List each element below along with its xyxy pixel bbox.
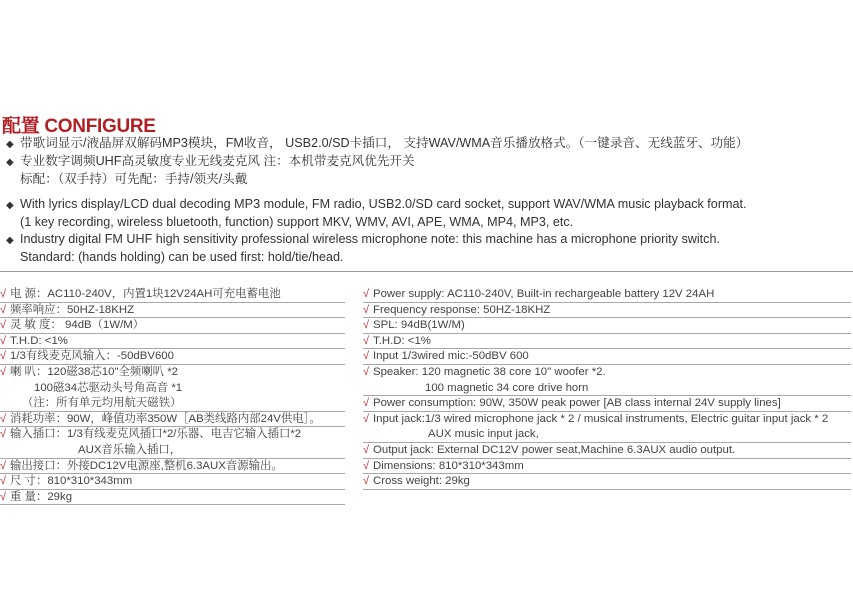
check-mark-icon: √ xyxy=(0,459,7,472)
spec-row xyxy=(363,365,851,381)
spec-text: 重 量：29kg xyxy=(10,490,73,503)
intro-line xyxy=(6,214,851,231)
spec-row xyxy=(0,443,345,459)
diamond-bullet-icon: ◆ xyxy=(6,157,14,168)
check-mark-icon: √ xyxy=(363,475,370,488)
check-mark-icon: √ xyxy=(363,459,370,472)
spec-row xyxy=(363,381,851,397)
spec-row xyxy=(0,474,345,490)
spec-row xyxy=(363,349,851,365)
spec-text: 100磁34芯驱动头号角高音 *1 xyxy=(34,381,183,394)
intro-line-text: Industry digital FM UHF high sensitivity professional wireless microphone note: this machine has a microphone priority switch. xyxy=(20,232,720,246)
check-mark-icon: √ xyxy=(0,412,7,425)
spec-text: AUX音乐输入插口， xyxy=(78,443,182,456)
spec-text: 输入插口：1/3有线麦克风插口*2/乐器、电吉它输入插口*2 xyxy=(10,428,302,441)
check-mark-icon: √ xyxy=(0,490,7,503)
spec-text: 输出接口：外接DC12V电源座,整机6.3AUX音源输出。 xyxy=(10,459,283,472)
diamond-bullet-icon: ◆ xyxy=(6,200,14,211)
intro-description xyxy=(6,135,851,266)
spec-row xyxy=(363,412,851,428)
intro-line-text: (1 key recording, wireless bluetooth, function) support MKV, WMV, AVI, APE, WMA, MP4, MP3, etc. xyxy=(20,215,574,229)
spec-row xyxy=(0,334,345,350)
spec-text: Frequency response: 50HZ-18KHZ xyxy=(373,303,551,316)
spec-text: 频率响应：50HZ-18KHZ xyxy=(10,303,135,316)
spec-text: SPL: 94dB(1W/M) xyxy=(373,319,465,332)
spec-row xyxy=(0,349,345,365)
spec-row xyxy=(363,287,851,303)
intro-line xyxy=(6,171,851,188)
spec-text: T.H.D: <1% xyxy=(373,334,431,347)
spec-row xyxy=(363,396,851,412)
spec-row xyxy=(0,365,345,381)
check-mark-icon: √ xyxy=(363,303,370,316)
spec-text: Dimensions: 810*310*343mm xyxy=(373,459,524,472)
spec-text: Output jack: External DC12V power seat,Machine 6.3AUX audio output. xyxy=(373,443,736,456)
spec-text: 尺 寸：810*310*343mm xyxy=(10,475,133,488)
spec-text: 消耗功率：90W，峰值功率350W［AB类线路内部24V供电］。 xyxy=(10,412,321,425)
check-mark-icon: √ xyxy=(0,319,7,332)
spec-text: （注：所有单元均用航天磁铁） xyxy=(22,397,182,410)
intro-line xyxy=(6,153,851,171)
spec-list-english xyxy=(363,287,851,490)
spec-text: T.H.D: <1% xyxy=(10,334,68,347)
spec-row xyxy=(0,490,345,506)
spec-list-chinese xyxy=(0,287,345,505)
spec-row xyxy=(363,318,851,334)
check-mark-icon: √ xyxy=(363,397,370,410)
intro-line xyxy=(6,135,851,153)
check-mark-icon: √ xyxy=(0,365,7,378)
spec-text: Input 1/3wired mic:-50dBV 600 xyxy=(373,350,529,363)
intro-line-text: 专业数字调频UHF高灵敏度专业无线麦克风 注：本机带麦克风优先开关 xyxy=(20,154,415,168)
spec-row xyxy=(363,443,851,459)
spec-text: 灵 敏 度： 94dB（1W/M） xyxy=(10,319,145,332)
check-mark-icon: √ xyxy=(0,428,7,441)
spec-row xyxy=(0,459,345,475)
check-mark-icon: √ xyxy=(363,334,370,347)
spec-row xyxy=(363,427,851,443)
spec-text: Power consumption: 90W, 350W peak power [AB class internal 24V supply lines] xyxy=(373,397,781,410)
intro-line-text: 带歌词显示/液晶屏双解码MP3模块，FM收音， USB2.0/SD卡插口， 支持WAV/WMA音乐播放格式。（一键录音、无线蓝牙、功能） xyxy=(20,136,749,150)
check-mark-icon: √ xyxy=(0,303,7,316)
spec-row xyxy=(0,381,345,397)
intro-line xyxy=(6,231,851,249)
check-mark-icon: √ xyxy=(0,475,7,488)
spec-text: 喇 叭：120磁38芯10"全频喇叭 *2 xyxy=(10,365,179,378)
spec-text: AUX music input jack, xyxy=(428,428,539,441)
spec-row xyxy=(363,474,851,490)
intro-line xyxy=(6,196,851,214)
spec-text: Input jack:1/3 wired microphone jack * 2 / musical instruments, Electric guitar input jack * 2 xyxy=(373,412,829,425)
section-divider xyxy=(0,271,853,272)
check-mark-icon: √ xyxy=(363,365,370,378)
spec-row xyxy=(363,459,851,475)
check-mark-icon: √ xyxy=(0,288,7,300)
spec-text: Speaker: 120 magnetic 38 core 10" woofer *2. xyxy=(373,365,606,378)
check-mark-icon: √ xyxy=(363,288,370,300)
spec-text: 100 magnetic 34 core drive horn xyxy=(425,381,589,394)
check-mark-icon: √ xyxy=(363,319,370,332)
intro-line-text: 标配：（双手持）可先配：手持/领夹/头戴 xyxy=(20,172,248,186)
spec-row xyxy=(0,318,345,334)
check-mark-icon: √ xyxy=(0,334,7,347)
spec-text: Cross weight: 29kg xyxy=(373,475,470,488)
spec-row xyxy=(363,334,851,350)
spec-row xyxy=(0,287,345,303)
check-mark-icon: √ xyxy=(0,350,7,363)
intro-line-text: With lyrics display/LCD dual decoding MP3 module, FM radio, USB2.0/SD card socket, support WAV/WMA music playback format. xyxy=(20,197,747,211)
spec-row xyxy=(0,396,345,412)
section-title: 配置 CONFIGURE xyxy=(2,116,156,137)
spec-row xyxy=(0,303,345,319)
diamond-bullet-icon: ◆ xyxy=(6,235,14,246)
spec-row xyxy=(363,303,851,319)
check-mark-icon: √ xyxy=(363,350,370,363)
spec-row xyxy=(0,412,345,428)
diamond-bullet-icon: ◆ xyxy=(6,139,14,150)
check-mark-icon: √ xyxy=(363,443,370,456)
spec-text: 1/3有线麦克风输入：-50dBV600 xyxy=(10,350,174,363)
intro-line xyxy=(6,249,851,266)
spec-text: 电 源：AC110-240V，内置1块12V24AH可充电蓄电池 xyxy=(10,288,281,300)
spec-row xyxy=(0,427,345,443)
intro-line-text: Standard: (hands holding) can be used first: hold/tie/head. xyxy=(20,250,344,264)
intro-gap xyxy=(6,188,851,196)
check-mark-icon: √ xyxy=(363,412,370,425)
spec-text: Power supply: AC110-240V, Built-in rechargeable battery 12V 24AH xyxy=(373,288,715,300)
